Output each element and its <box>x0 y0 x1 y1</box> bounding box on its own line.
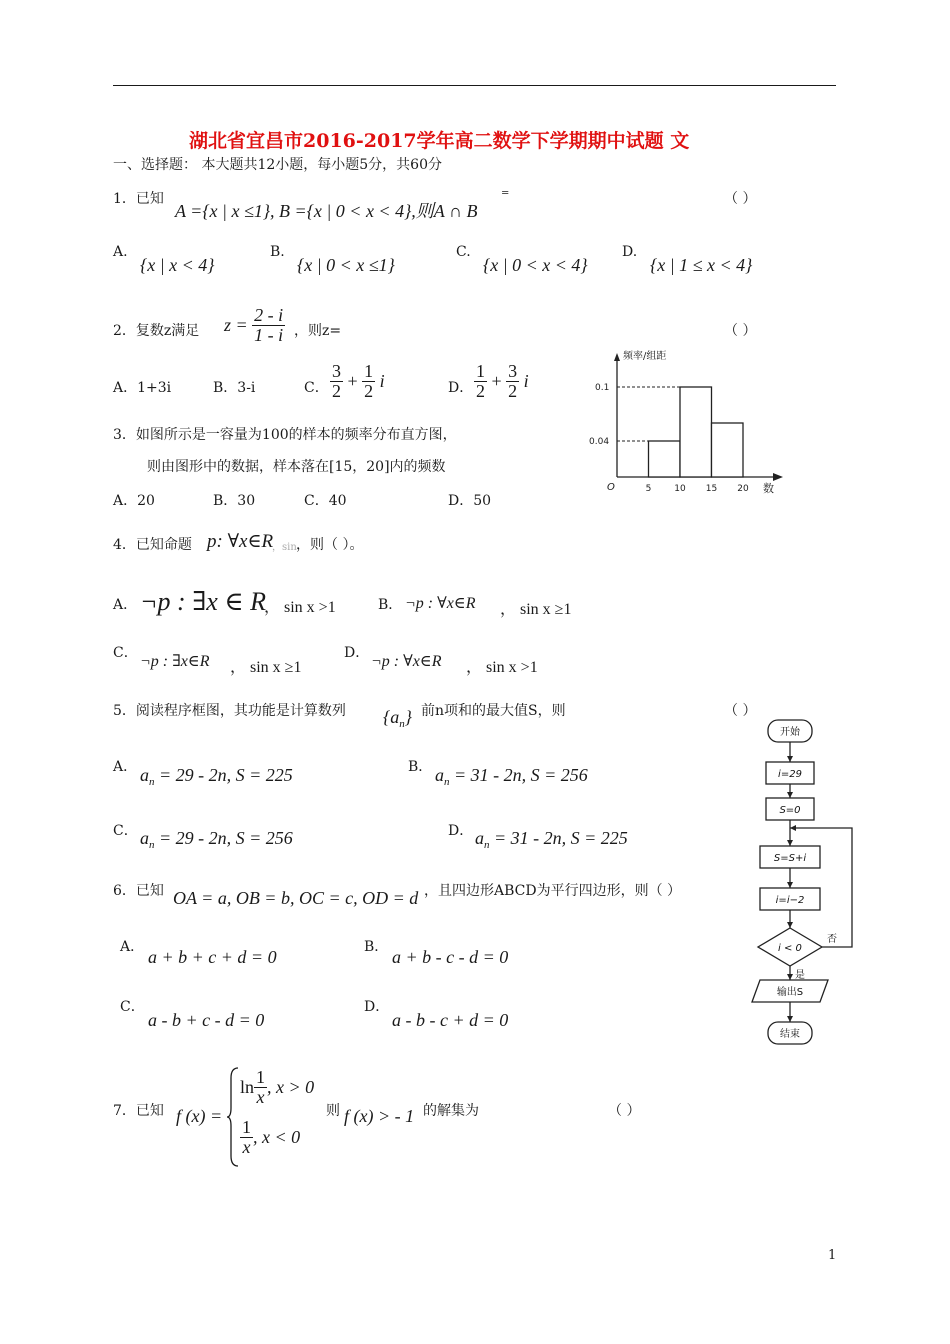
q5-c-a: a <box>140 828 149 848</box>
histogram-xtick-15: 15 <box>705 484 718 494</box>
q5-option-c-label: C． <box>113 823 138 839</box>
q2-lhs: z = <box>224 314 248 335</box>
histogram-ylabel: 频率/组距 <box>623 351 667 362</box>
q7-case1-den: x <box>256 1086 265 1107</box>
q2-number: 2．复数z满足 <box>113 323 200 339</box>
q2-denominator: 1 - i <box>254 324 284 345</box>
q5-option-a <box>140 765 293 788</box>
q4-option-d-main: ¬p : ∀x∈R <box>371 653 442 670</box>
q7-case1-cond: , x > 0 <box>267 1076 315 1097</box>
q2-d-den2: 2 <box>508 380 518 401</box>
histogram-bar-10-15 <box>680 387 712 477</box>
q7-tail: 的解集为 <box>423 1103 479 1119</box>
q1-option-d: {x | 1 ≤ x < 4} <box>650 255 753 275</box>
q3-option-b: B．30 <box>213 493 256 509</box>
q1-option-c-label: C. <box>456 244 471 260</box>
q7-number: 7．已知 <box>113 1103 164 1119</box>
q4-option-d-tail: ， sin x >1 <box>466 659 538 676</box>
histogram-bar-15-20 <box>712 423 744 477</box>
q4-number: 4．已知命题 <box>113 537 192 553</box>
q4-option-c-label: C． <box>113 645 138 661</box>
q4-option-b-tail: ， sin x ≥1 <box>500 601 572 618</box>
flow-init-i-label: i=29 <box>778 769 802 780</box>
q3-option-a: A．20 <box>113 493 155 509</box>
q6-option-b-label: B． <box>364 939 389 955</box>
q5-option-d-label: D． <box>448 823 474 839</box>
q2-numerator: 2 - i <box>254 305 284 325</box>
q6-option-a: a + b + c + d = 0 <box>148 947 277 967</box>
q1-option-c: {x | 0 < x < 4} <box>483 255 588 275</box>
q2-c-plus: + <box>347 370 358 391</box>
q4-tail: ，则（ ）。 <box>296 537 364 553</box>
q6-option-a-label: A． <box>120 939 145 955</box>
page-number: 1 <box>828 1248 837 1263</box>
flow-arrow-1 <box>787 756 793 762</box>
histogram-bar-5-10 <box>649 441 681 477</box>
q3-option-c: C．40 <box>304 493 347 509</box>
q1-eq: = <box>501 188 510 199</box>
q2-d-num2: 3 <box>508 361 518 381</box>
q7-inequality: f (x) > - 1 <box>344 1106 415 1126</box>
q2-answer-blank: （ ） <box>724 323 757 339</box>
q1-option-b: {x | 0 < x ≤1} <box>297 255 395 275</box>
q6-option-c-label: C． <box>120 999 145 1015</box>
histogram-xtick-10: 10 <box>674 484 686 494</box>
q7-answer-blank: （ ） <box>608 1103 641 1119</box>
histogram-x-arrow <box>773 473 783 481</box>
page-title: 湖北省宜昌市2016-2017学年高二数学下学期期中试题 文 <box>189 130 690 152</box>
q5-tail: 前n项和的最大值S，则 <box>421 703 566 719</box>
q1-number: 1．已知 <box>113 191 164 207</box>
histogram-xtick-20: 20 <box>737 484 749 494</box>
q5-a-a: a <box>140 765 149 785</box>
q4-faint: ，sin <box>272 542 297 553</box>
q6-number: 6．已知 <box>113 883 164 899</box>
flow-output-label: 输出S <box>776 987 804 998</box>
flow-init-s-label: S=0 <box>779 805 801 816</box>
q2-tail: ，则z= <box>294 323 342 339</box>
q4-proposition: p: ∀x∈R <box>207 531 274 552</box>
q4-option-d-label: D． <box>344 645 370 661</box>
q7-case2-den: x <box>242 1136 251 1157</box>
histogram-y-arrow <box>614 353 620 361</box>
flowchart <box>740 712 870 1052</box>
q6-expression: OA = a, OB = b, OC = c, OD = d <box>173 888 419 908</box>
top-rule <box>113 85 836 86</box>
q4-option-b-label: B． <box>378 597 403 613</box>
q7-case1-num: 1 <box>256 1067 266 1087</box>
q5-option-b <box>435 765 588 788</box>
q6-option-b: a + b - c - d = 0 <box>392 947 509 967</box>
q7-brace <box>226 1066 240 1168</box>
q2-fraction <box>252 306 285 345</box>
q5-c-text: = 29 - 2n, S = 256 <box>159 828 293 848</box>
histogram-xtick-5: 5 <box>645 484 652 494</box>
flow-arrow-6 <box>787 974 793 980</box>
q2-d-den1: 2 <box>476 380 485 401</box>
flow-yes-label: 是 <box>795 970 805 981</box>
q5-d-a: a <box>475 828 484 848</box>
q7-case2-cond: , x < 0 <box>253 1126 301 1147</box>
histogram-ytick-2: 0.04 <box>589 437 610 447</box>
q5-c-n: n <box>149 839 155 851</box>
q4-option-c-tail: ， sin x ≥1 <box>230 659 302 676</box>
q4-option-a-tail: ， sin x >1 <box>264 599 336 616</box>
q2-c-i: i <box>379 370 385 391</box>
q5-option-c <box>140 828 293 851</box>
q1-option-b-label: B. <box>270 244 285 260</box>
q5-number: 5．阅读程序框图，其功能是计算数列 <box>113 703 346 719</box>
q7-case2 <box>240 1118 300 1157</box>
q7-ln: ln <box>240 1076 255 1097</box>
flow-start-label: 开始 <box>780 727 800 738</box>
flow-arrow-4 <box>787 882 793 888</box>
q2-d-plus: + <box>491 370 502 391</box>
q5-seq-close: } <box>404 707 412 727</box>
q7-case2-num: 1 <box>242 1117 251 1137</box>
flow-arrow-3 <box>787 840 793 846</box>
q5-answer-blank: （ ） <box>724 703 757 719</box>
q1-option-d-label: D. <box>622 244 638 260</box>
q2-d-num1: 1 <box>476 361 485 381</box>
q5-d-n: n <box>484 839 490 851</box>
q2-c-num1: 3 <box>332 361 341 381</box>
flow-arrow-5 <box>787 922 793 928</box>
q3-line1: 3．如图所示是一容量为100的样本的频率分布直方图， <box>113 427 457 443</box>
q2-c-den1: 2 <box>332 380 341 401</box>
q2-option-b: B．3-i <box>213 380 256 396</box>
q5-option-b-label: B． <box>408 759 433 775</box>
flow-no-label: 否 <box>827 934 837 945</box>
q5-b-n: n <box>444 776 450 788</box>
q4-option-a-main: ¬p : ∃x ∈ R <box>140 587 266 616</box>
q7-lhs: f (x) = <box>176 1106 223 1126</box>
q2-option-c-label: C． <box>304 380 329 396</box>
q1-option-a-label: A. <box>113 244 128 260</box>
q3-line2: 则由图形中的数据，样本落在[15，20]内的频数 <box>147 459 446 475</box>
flow-arrow-2 <box>787 792 793 798</box>
histogram-xlabel: 数 <box>763 482 774 495</box>
q6-tail: ，且四边形ABCD为平行四边形，则（ ） <box>424 883 682 899</box>
q5-option-d <box>475 828 628 851</box>
q4-option-a-label: A． <box>113 597 138 613</box>
q2-d-i: i <box>523 370 529 391</box>
q2-option-c <box>330 362 385 401</box>
q2-c-den2: 2 <box>364 380 374 401</box>
q5-b-text: = 31 - 2n, S = 256 <box>454 765 588 785</box>
q6-option-d-label: D． <box>364 999 390 1015</box>
q2-option-d <box>474 362 529 401</box>
q5-seq-open: {a <box>383 707 400 727</box>
q5-d-text: = 31 - 2n, S = 225 <box>494 828 628 848</box>
q5-a-n: n <box>149 776 155 788</box>
q5-option-a-label: A． <box>113 759 138 775</box>
flow-arrow-7 <box>787 1016 793 1022</box>
q5-seq-sub: n <box>399 718 405 730</box>
q6-option-c: a - b + c - d = 0 <box>148 1010 265 1030</box>
q4-option-c-main: ¬p : ∃x∈R <box>140 653 210 670</box>
q1-option-a: {x | x < 4} <box>140 255 215 275</box>
q1-expression: A ={x | x ≤1}, B ={x | 0 < x < 4},则A ∩ B <box>175 201 478 221</box>
histogram-chart <box>585 345 795 505</box>
q2-c-num2: 1 <box>364 361 374 381</box>
q5-a-text: = 29 - 2n, S = 225 <box>159 765 293 785</box>
q6-option-d: a - b - c + d = 0 <box>392 1010 509 1030</box>
q2-option-d-label: D． <box>448 380 474 396</box>
q7-then: 则 <box>326 1103 340 1119</box>
flow-condition-label: i < 0 <box>778 943 802 954</box>
q2-option-a: A．1+3i <box>113 380 172 396</box>
section-heading: 一、选择题： 本大题共12小题，每小题5分，共60分 <box>113 157 442 173</box>
q4-option-b-main: ¬p : ∀x∈R <box>405 595 476 612</box>
flow-end-label: 结束 <box>780 1029 800 1040</box>
q1-answer-blank: （ ） <box>724 191 757 207</box>
flow-update-i-label: i=i−2 <box>775 895 805 906</box>
histogram-ytick-1: 0.1 <box>595 383 610 393</box>
q2-expression <box>224 306 285 345</box>
q3-option-d: D．50 <box>448 493 492 509</box>
q7-case1 <box>240 1068 314 1107</box>
flow-update-s-label: S=S+i <box>773 853 807 864</box>
q5-b-a: a <box>435 765 444 785</box>
flow-arrow-loop <box>790 825 796 831</box>
q5-sequence <box>383 707 412 730</box>
histogram-origin: O <box>607 482 615 493</box>
